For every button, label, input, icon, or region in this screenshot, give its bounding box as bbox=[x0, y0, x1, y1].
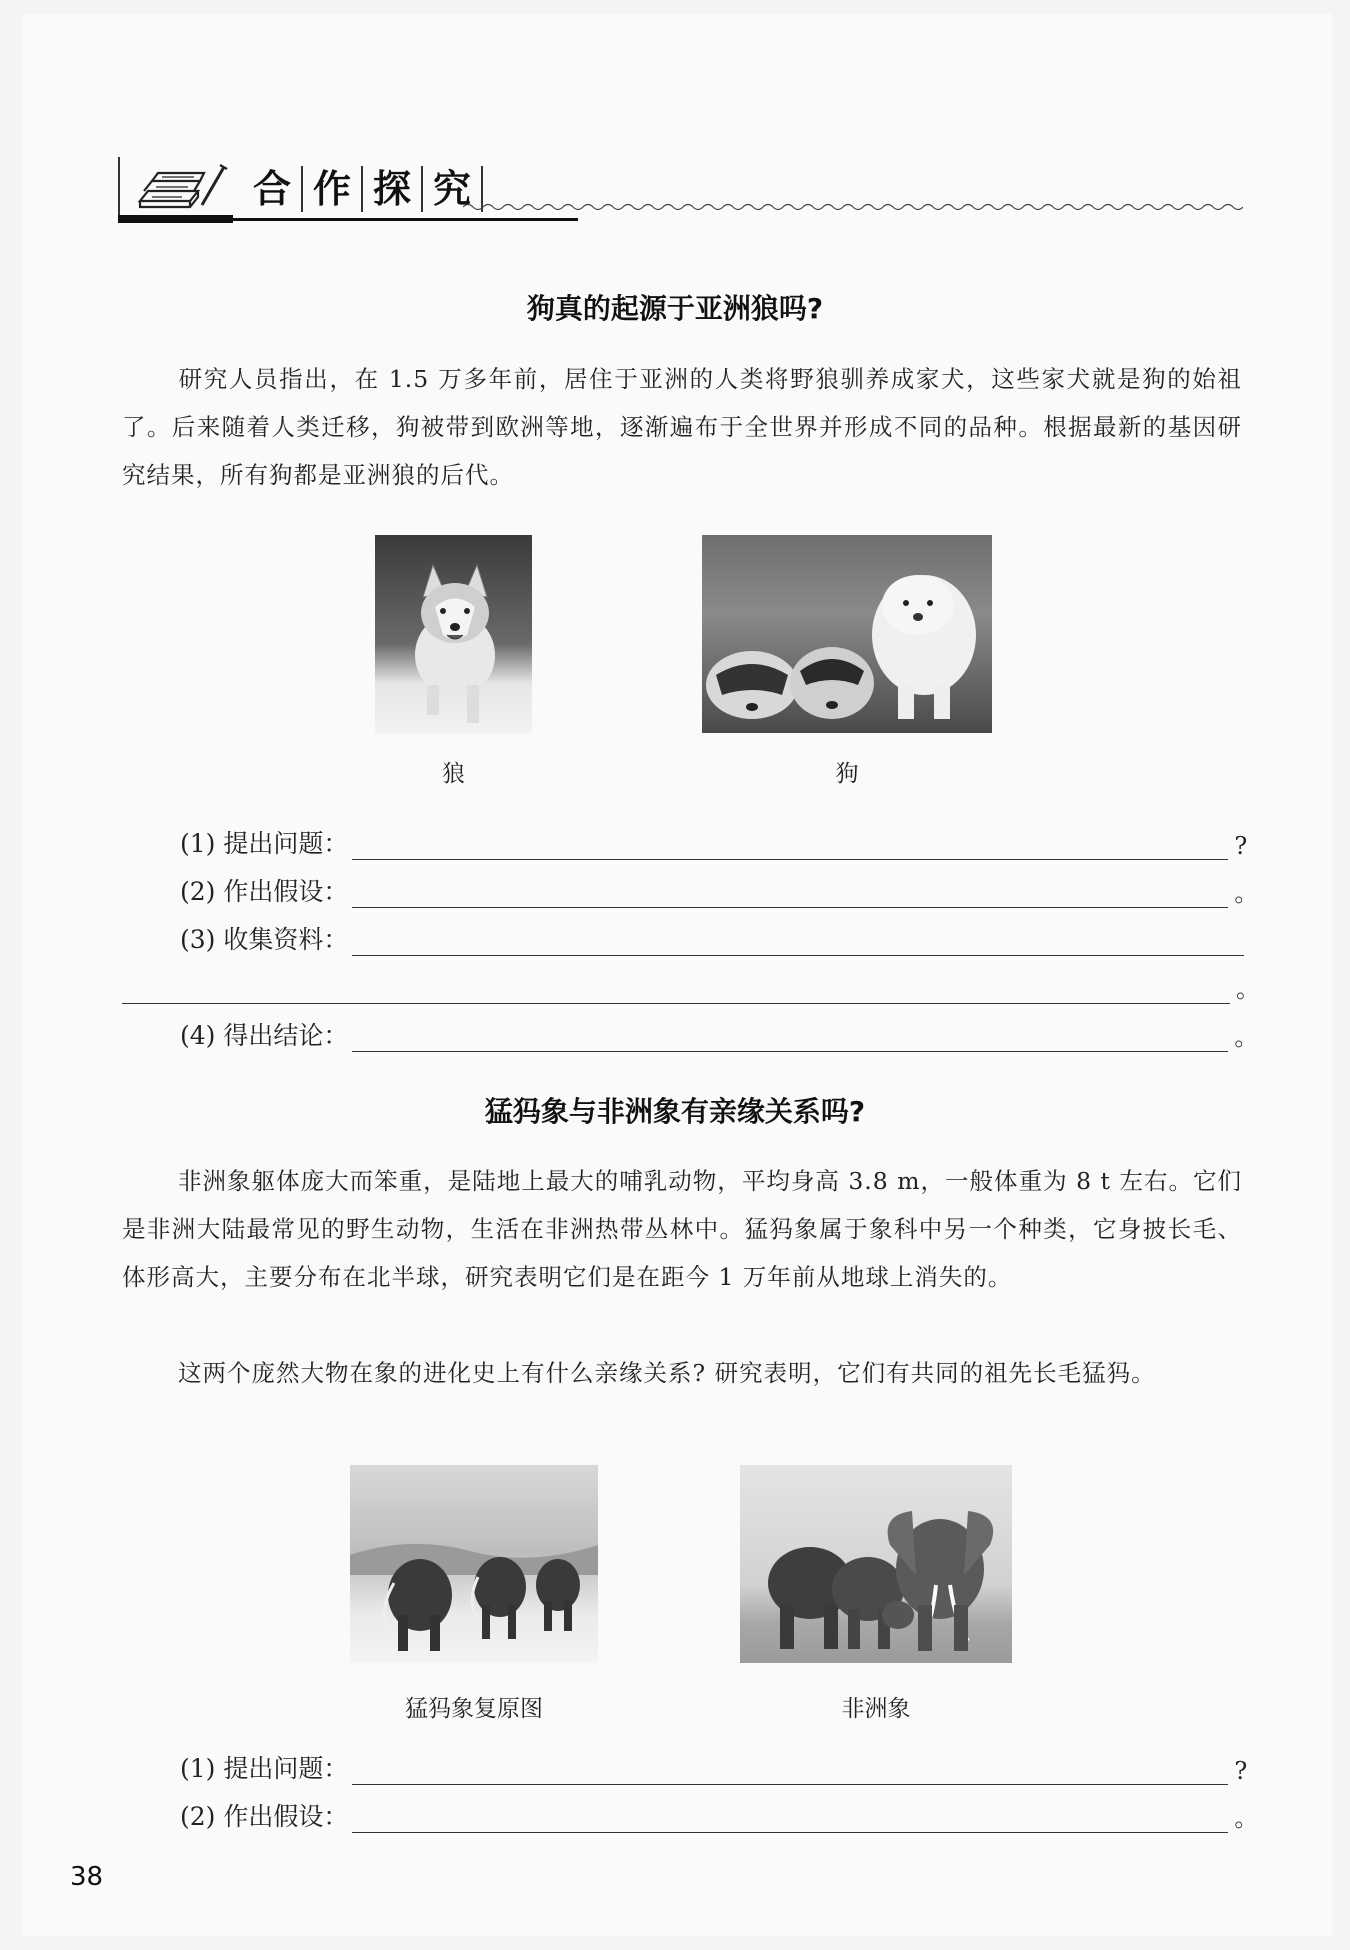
banner-title-char: 合 bbox=[243, 166, 303, 212]
section-heading: 猛犸象与非洲象有亲缘关系吗? bbox=[484, 1095, 866, 1128]
banner-title-char: 作 bbox=[303, 166, 363, 212]
wavy-divider bbox=[463, 200, 1243, 214]
question-row bbox=[180, 820, 1247, 860]
question-row bbox=[180, 1012, 1258, 1052]
question-end-mark: 。 bbox=[1234, 1023, 1259, 1051]
banner-title-char: 究 bbox=[423, 166, 483, 212]
answer-blank[interactable] bbox=[352, 829, 1228, 860]
mammoths-photo bbox=[350, 1465, 598, 1663]
question-label: (2) 作出假设： bbox=[180, 877, 349, 906]
paragraph-text: 这两个庞然大物在象的进化史上有什么亲缘关系? 研究表明，它们有共同的祖先长毛猛犸。 bbox=[178, 1359, 1156, 1387]
question-end-mark: 。 bbox=[1236, 975, 1260, 1003]
question-end-mark: ? bbox=[1234, 832, 1248, 860]
question-label: (1) 提出问题： bbox=[180, 1754, 349, 1783]
question-label: (4) 得出结论： bbox=[180, 1021, 349, 1050]
banner-title-char: 探 bbox=[363, 166, 423, 212]
paragraph-text: 非洲象躯体庞大而笨重，是陆地上最大的哺乳动物，平均身高 3.8 m，一般体重为 8 t 左右。它们是非洲大陆最常见的野生动物，生活在非洲热带丛林中。猛犸象属于象科中另一个种类，它身披长毛、体形高大，主要分布在北半球，研究表明它们是在距今 1 万年前从地球上消失的。 bbox=[122, 1167, 1242, 1291]
photo-caption: 狼 bbox=[442, 761, 465, 787]
banner-underline bbox=[233, 218, 578, 221]
puppies-photo bbox=[702, 535, 992, 733]
question-label: (2) 作出假设： bbox=[180, 1802, 349, 1831]
question-row bbox=[180, 1793, 1258, 1833]
question-end-mark: 。 bbox=[1234, 1804, 1259, 1832]
elephants-photo bbox=[740, 1465, 1012, 1663]
page-number: 38 bbox=[70, 1862, 104, 1892]
photo-caption: 狗 bbox=[835, 761, 859, 787]
banner-title bbox=[243, 161, 483, 217]
books-pen-icon bbox=[132, 161, 232, 213]
photo-caption: 猛犸象复原图 bbox=[405, 1696, 543, 1722]
wolf-photo bbox=[375, 535, 532, 733]
section-paragraph bbox=[122, 1349, 1242, 1397]
question-continuation-row bbox=[122, 964, 1260, 1004]
section-heading: 狗真的起源于亚洲狼吗? bbox=[526, 292, 824, 325]
answer-blank[interactable] bbox=[352, 877, 1228, 908]
question-row bbox=[180, 1745, 1247, 1785]
answer-blank[interactable] bbox=[352, 1802, 1228, 1833]
question-label: (1) 提出问题： bbox=[180, 829, 349, 858]
section-paragraph bbox=[122, 355, 1242, 499]
answer-blank[interactable] bbox=[122, 973, 1230, 1004]
question-end-mark: ? bbox=[1234, 1757, 1248, 1785]
question-row bbox=[180, 868, 1258, 908]
banner-bar bbox=[118, 215, 233, 223]
answer-blank[interactable] bbox=[352, 1754, 1228, 1785]
question-row bbox=[180, 916, 1250, 956]
question-end-mark: 。 bbox=[1234, 879, 1259, 907]
section-paragraph bbox=[122, 1157, 1242, 1301]
photo-caption: 非洲象 bbox=[841, 1696, 911, 1722]
answer-blank[interactable] bbox=[352, 1021, 1228, 1052]
question-label: (3) 收集资料： bbox=[180, 925, 349, 954]
section-banner bbox=[118, 155, 1243, 225]
paragraph-text: 研究人员指出，在 1.5 万多年前，居住于亚洲的人类将野狼驯养成家犬，这些家犬就是狗的始祖了。后来随着人类迁移，狗被带到欧洲等地，逐渐遍布于全世界并形成不同的品种。根据最新的基因研究结果，所有狗都是亚洲狼的后代。 bbox=[122, 365, 1242, 489]
answer-blank[interactable] bbox=[352, 925, 1244, 956]
